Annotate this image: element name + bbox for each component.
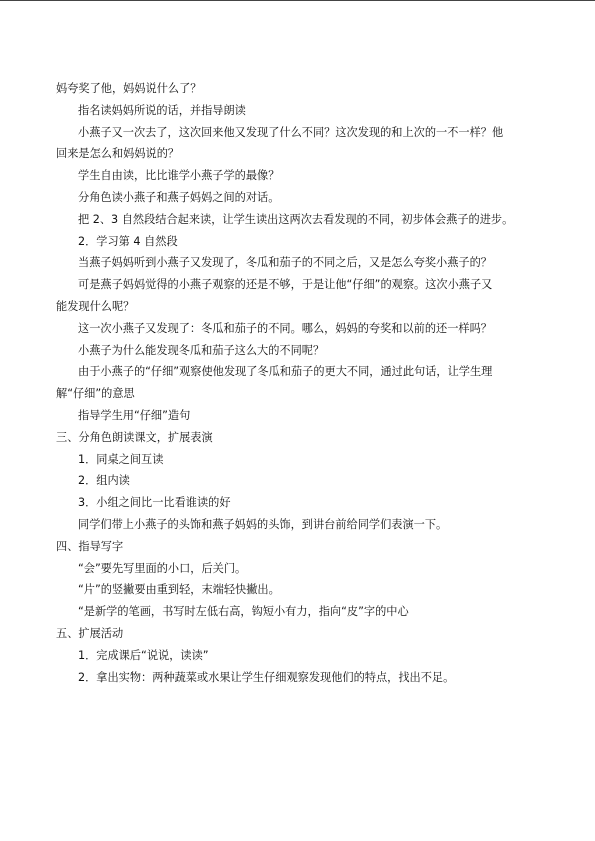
text-line: 把 2、3 自然段结合起来读，让学生读出这两次去看发现的不同，初步体会燕子的进步。 <box>78 212 514 226</box>
text-line: 能发现什么呢？ <box>56 299 135 313</box>
text-line: 同学们带上小燕子的头饰和燕子妈妈的头饰，到讲台前给同学们表演一下。 <box>78 517 448 531</box>
text-line: “会”要先写里面的小口，后关门。 <box>78 561 247 575</box>
text-line: 指名读妈妈所说的话，并指导朗读 <box>78 103 246 117</box>
text-line: 小燕子为什么能发现冬瓜和茄子这么大的不同呢？ <box>78 343 325 357</box>
text-line: 指导学生用“仔细”造句 <box>78 408 191 422</box>
text-line: 小燕子又一次去了，这次回来他又发现了什么不同？这次发现的和上次的一不一样？他 <box>78 125 504 139</box>
list-item: 2．组内读 <box>78 474 130 488</box>
section-subheading: 2．学习第 4 自然段 <box>78 234 178 248</box>
section-heading: 三、分角色朗读课文，扩展表演 <box>56 430 213 444</box>
text-line: 回来是怎么和妈妈说的？ <box>56 147 180 161</box>
text-line: “片”的竖撇要由重到轻，末端轻快撇出。 <box>78 583 280 597</box>
text-line: 当燕子妈妈听到小燕子又发现了，冬瓜和茄子的不同之后，又是怎么夸奖小燕子的？ <box>78 256 492 270</box>
list-item: 3．小组之间比一比看谁读的好 <box>78 496 231 510</box>
list-item: 1．完成课后“说说，读读” <box>78 648 209 662</box>
text-line: 解“仔细”的意思 <box>56 387 135 401</box>
text-line: 学生自由读，比比谁学小燕子学的最像？ <box>78 169 280 183</box>
text-line: “是新学的笔画，书写时左低右高，钩短小有力，指向“皮”字的中心 <box>78 605 409 619</box>
list-item: 1．同桌之间互读 <box>78 452 164 466</box>
section-heading: 四、指导写字 <box>56 539 124 553</box>
text-line: 妈夸奖了他，妈妈说什么了？ <box>56 82 202 95</box>
header-rule <box>0 0 595 1</box>
text-line: 可是燕子妈妈觉得的小燕子观察的还是不够，于是让他“仔细”的观察。这次小燕子又 <box>78 278 493 292</box>
text-line: 分角色读小燕子和燕子妈妈之间的对话。 <box>78 190 280 204</box>
text-line: 这一次小燕子又发现了：冬瓜和茄子的不同。哪么，妈妈的夸奖和以前的还一样吗？ <box>78 321 492 335</box>
document-body <box>56 78 540 688</box>
text-line: 由于小燕子的“仔细”观察使他发现了冬瓜和茄子的更大不同，通过此句话，让学生理 <box>78 365 493 379</box>
list-item: 2．拿出实物：两种蔬菜或水果让学生仔细观察发现他们的特点，找出不足。 <box>78 670 455 684</box>
section-heading: 五、扩展活动 <box>56 626 124 640</box>
